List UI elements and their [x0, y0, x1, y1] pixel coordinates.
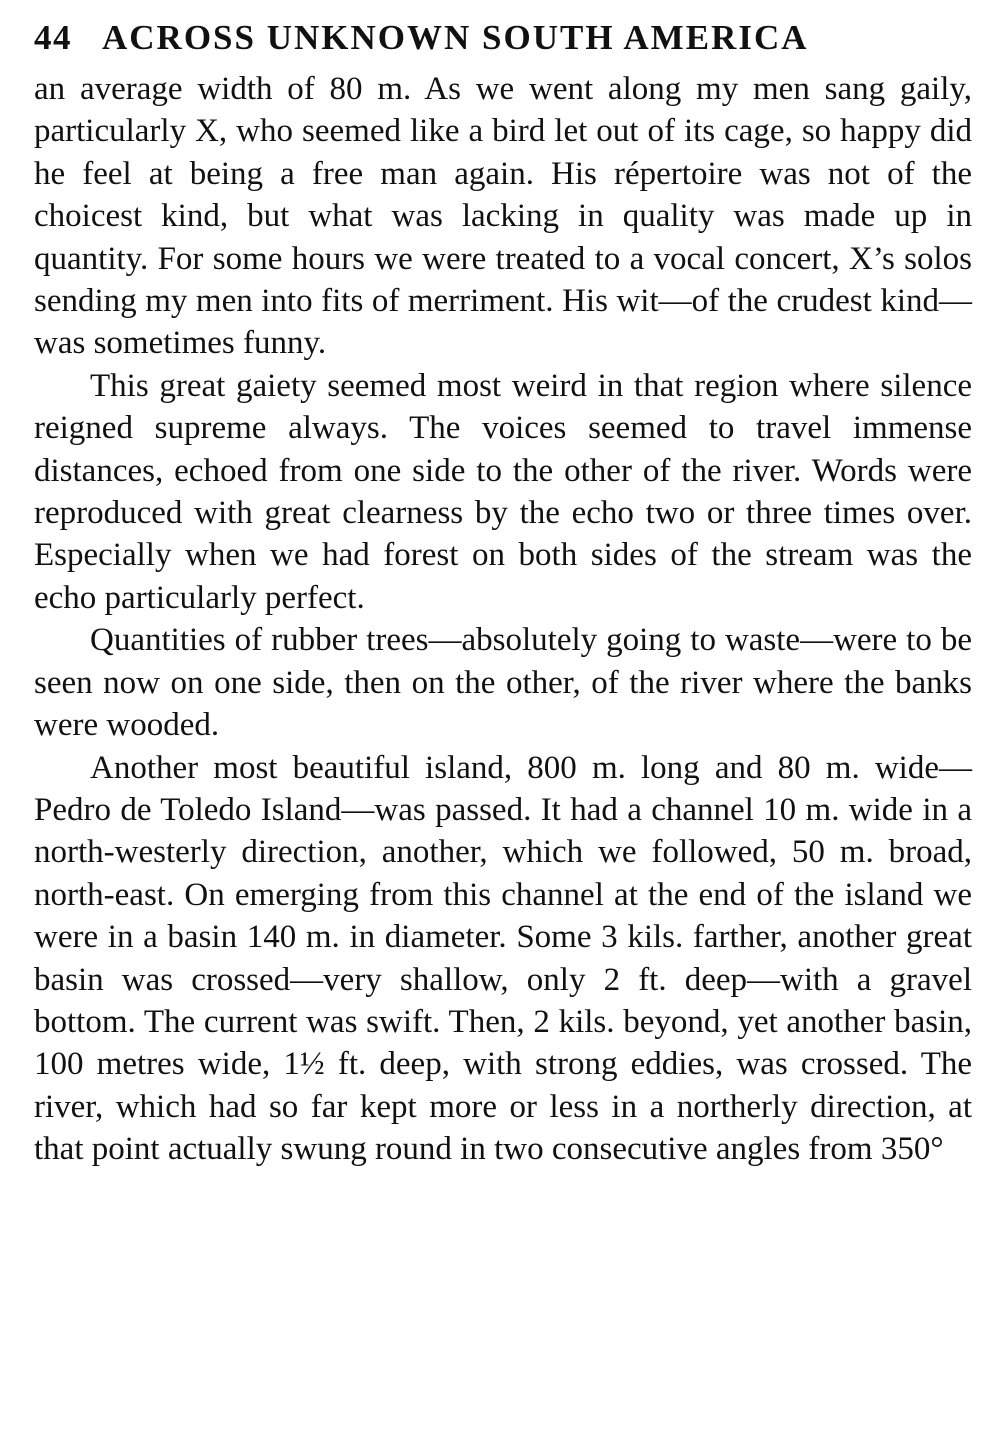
paragraph-continued: an average width of 80 m. As we went along my men sang gaily, particularly X, who seemed like a bird let out of its cage, so happy did he feel at being a free man again. His répertoire was not of the choicest kind, but what was lacking in quality was made up in quantity. For some hours we were treated to a vocal concert, X’s solos sending my men into fits of merriment. His wit—of the crudest kind—was sometimes funny.	[34, 71, 972, 362]
paragraph-rubber-trees: Quantities of rubber trees—absolutely going to waste—were to be seen now on one side, then on the other, of the river where the banks were wooded.	[34, 622, 972, 744]
running-head	[34, 18, 972, 68]
running-title: ACROSS UNKNOWN SOUTH AMERICA	[102, 18, 809, 57]
page-number: 44	[34, 18, 72, 57]
paragraph-island: Another most beautiful island, 800 m. long and 80 m. wide—Pedro de Toledo Island—was passed. It had a channel 10 m. wide in a north-westerly direction, another, which we followed, 50 m. broad, north-east. On emerging from this channel at the end of the island we were in a basin 140 m. in diameter. Some 3 kils. farther, another great basin was crossed—very shallow, only 2 ft. deep—with a gravel bottom. The current was swift. Then, 2 kils. beyond, yet another basin, 100 metres wide, 1½ ft. deep, with strong eddies, was crossed. The river, which had so far kept more or less in a northerly direction, at that point actually swung round in two consecutive angles from 350°	[34, 749, 972, 1168]
book-page	[34, 18, 972, 1171]
paragraph-gaiety: This great gaiety seemed most weird in that region where silence reigned supreme always. The voices seemed to travel immense distances, echoed from one side to the other of the river. Words were reproduced with great clearness by the echo two or three times over. Especially when we had forest on both sides of the stream was the echo particularly perfect.	[34, 367, 972, 616]
body-text	[34, 68, 972, 1171]
